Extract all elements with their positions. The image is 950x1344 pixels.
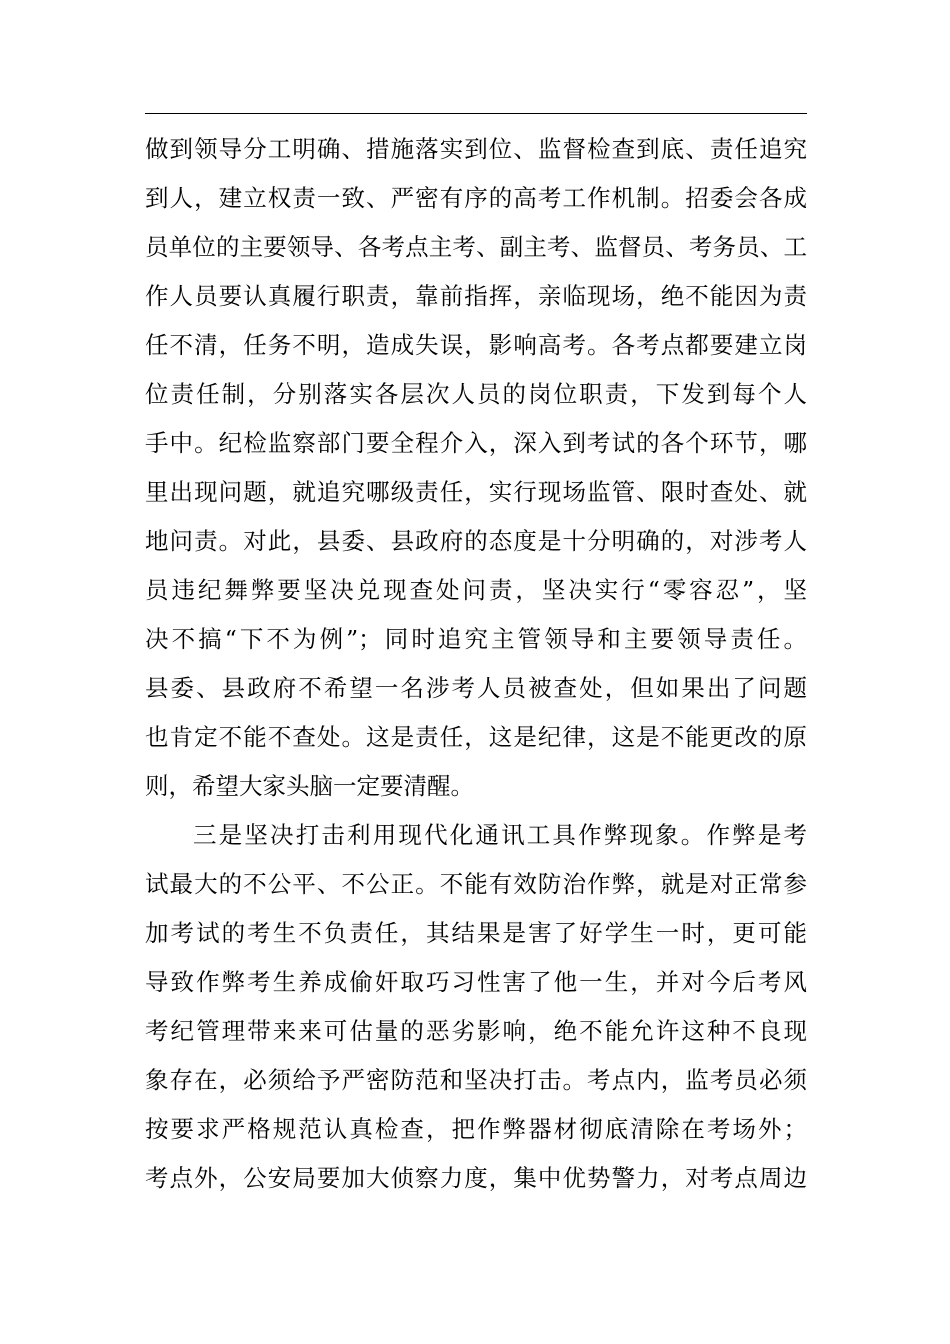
text-line: 按要求严格规范认真检查，把作弊器材彻底清除在考场外；	[145, 1115, 807, 1143]
text-line: 导致作弊考生养成偷奸取巧习性害了他一生，并对今后考风	[145, 968, 807, 996]
text-line: 里出现问题，就追究哪级责任，实行现场监管、限时查处、就	[145, 478, 807, 506]
header-rule	[145, 113, 807, 114]
text-line: 到人，建立权责一致、严密有序的高考工作机制。招委会各成	[145, 184, 807, 212]
text-line: 任不清，任务不明，造成失误，影响高考。各考点都要建立岗	[145, 331, 807, 359]
text-line: 手中。纪检监察部门要全程介入，深入到考试的各个环节，哪	[145, 429, 807, 457]
text-line: 员违纪舞弊要坚决兑现查处问责，坚决实行“零容忍”，坚	[145, 576, 807, 604]
text-line: 员单位的主要领导、各考点主考、副主考、监督员、考务员、工	[145, 233, 807, 261]
text-line: 则，希望大家头脑一定要清醒。	[145, 772, 474, 800]
text-line: 加考试的考生不负责任，其结果是害了好学生一时，更可能	[145, 919, 807, 947]
text-line: 位责任制，分别落实各层次人员的岗位职责，下发到每个人	[145, 380, 807, 408]
text-line: 县委、县政府不希望一名涉考人员被查处，但如果出了问题	[145, 674, 807, 702]
text-line: 地问责。对此，县委、县政府的态度是十分明确的，对涉考人	[145, 527, 807, 555]
paragraph-1	[145, 125, 807, 811]
paragraph-2	[145, 811, 807, 1203]
text-line: 三是坚决打击利用现代化通讯工具作弊现象。作弊是考	[193, 821, 807, 849]
text-line: 决不搞“下不为例”；同时追究主管领导和主要领导责任。	[145, 625, 807, 653]
text-line: 考点外，公安局要加大侦察力度，集中优势警力，对考点周边	[145, 1164, 807, 1192]
text-line: 作人员要认真履行职责，靠前指挥，亲临现场，绝不能因为责	[145, 282, 807, 310]
text-line: 也肯定不能不查处。这是责任，这是纪律，这是不能更改的原	[145, 723, 807, 751]
document-body	[145, 125, 807, 1203]
text-line: 考纪管理带来来可估量的恶劣影响，绝不能允许这种不良现	[145, 1017, 807, 1045]
text-line: 象存在，必须给予严密防范和坚决打击。考点内，监考员必须	[145, 1066, 807, 1094]
text-line: 试最大的不公平、不公正。不能有效防治作弊，就是对正常参	[145, 870, 807, 898]
text-line: 做到领导分工明确、措施落实到位、监督检查到底、责任追究	[145, 135, 807, 163]
